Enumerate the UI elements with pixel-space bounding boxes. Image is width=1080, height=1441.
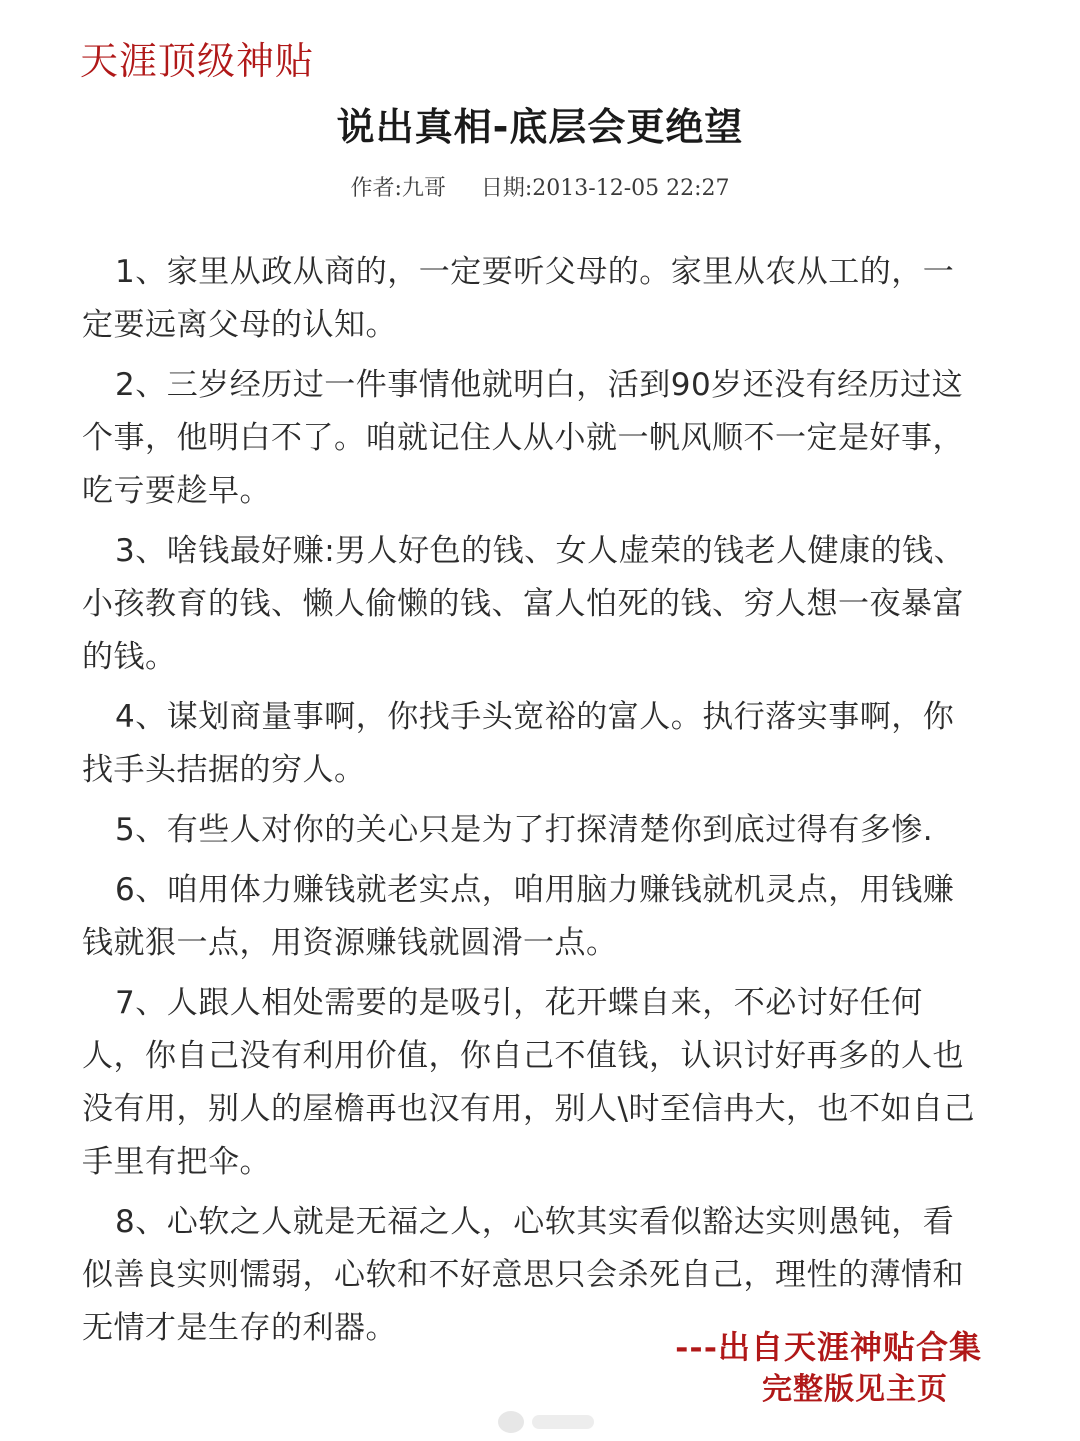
paragraph-7: 7、人跟人相处需要的是吸引，花开蝶自来，不必讨好任何人，你自己没有利用价值，你自己不值钱，认识讨好再多的人也没有用，别人的屋檐再也汉有用，别人\时至信冉大，也不如自己手里有把伞。 — [82, 985, 975, 1180]
footer-source-line: ---出自天涯神贴合集 — [675, 1328, 982, 1366]
watermark-blurred-text — [532, 1415, 594, 1429]
paragraph-4: 4、谋划商量事啊，你找手头宽裕的富人。执行落实事啊，你找手头拮据的穷人。 — [82, 699, 955, 788]
document-meta: 作者:九哥 日期:2013-12-05 22:27 — [350, 176, 730, 201]
paragraph-3: 3、啥钱最好赚:男人好色的钱、女人虚荣的钱老人健康的钱、小孩教育的钱、懒人偷懒的钱、富人怕死的钱、穷人想一夜暴富的钱。 — [82, 533, 966, 675]
paragraph-6: 6、咱用体力赚钱就老实点，咱用脑力赚钱就机灵点，用钱赚钱就狠一点，用资源赚钱就圆滑一点。 — [82, 872, 955, 961]
paragraph-1: 1、家里从政从商的，一定要听父母的。家里从农从工的，一定要远离父母的认知。 — [82, 254, 955, 343]
paragraph-2: 2、三岁经历过一件事情他就明白，活到90岁还没有经历过这个事，他明白不了。咱就记住人从小就一帆风顺不一定是好事，吃亏要趁早。 — [82, 367, 964, 509]
document-body — [82, 246, 982, 1362]
paragraph-5: 5、有些人对你的关心只是为了打探清楚你到底过得有多惨. — [115, 812, 934, 848]
watermark — [498, 1408, 598, 1436]
watermark-logo-icon — [498, 1411, 524, 1433]
footer-homepage-line: 完整版见主页 — [762, 1372, 948, 1407]
paragraph-8: 8、心软之人就是无福之人，心软其实看似豁达实则愚钝，看似善良实则懦弱，心软和不好意思只会杀死自己，理性的薄情和无情才是生存的利器。 — [82, 1204, 964, 1346]
document-title: 说出真相-底层会更绝望 — [336, 105, 744, 149]
source-footer — [675, 1326, 982, 1412]
header-tag: 天涯顶级神贴 — [80, 39, 315, 83]
